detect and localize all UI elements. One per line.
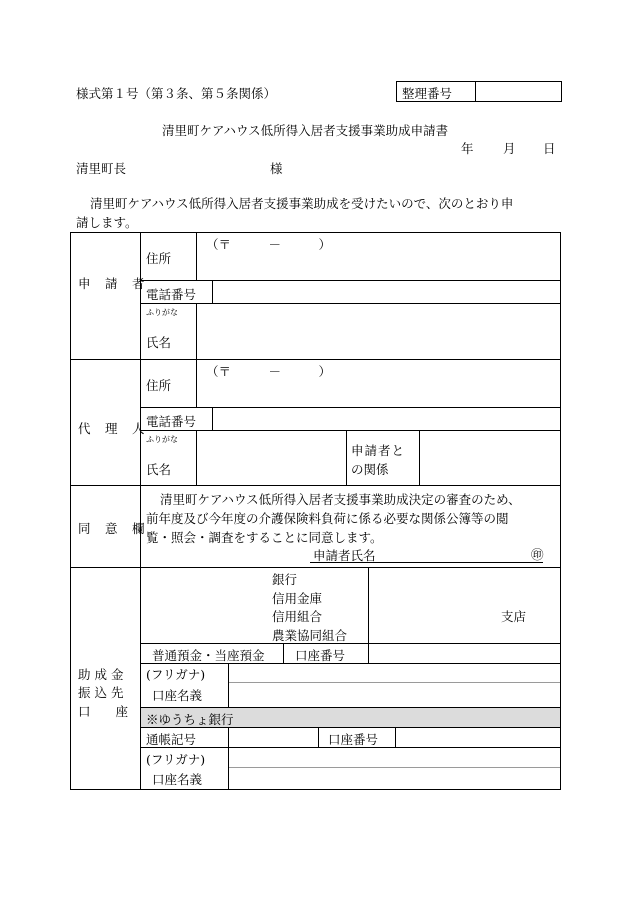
bank-section-label-3: 口 座 [78, 704, 129, 719]
holder-label: 口座名義 [152, 688, 203, 703]
holder-furigana-label: (フリガナ) [146, 667, 206, 682]
form-title: 清里町ケアハウス低所得入居者支援事業助成申請書 [162, 123, 449, 138]
institution-type-shinkin[interactable]: 信用金庫 [272, 591, 323, 606]
bank-section-label-1: 助 成 金 [78, 667, 124, 682]
account-type-option[interactable]: 普通預金・当座預金 [152, 648, 265, 663]
applicant-section-label: 申 請 者 [78, 276, 146, 291]
applicant-name-field[interactable] [200, 306, 555, 356]
account-number-label: 口座番号 [295, 648, 346, 663]
passbook-symbol-label: 通帳記号 [146, 732, 197, 747]
consent-line-2: 前年度及び今年度の介護保険料負荷に係る必要な関係公簿等の閲 [146, 511, 509, 526]
agent-phone-label: 電話番号 [146, 414, 197, 429]
form-number: 様式第１号（第３条、第５条関係） [76, 86, 277, 101]
holder-furigana-field[interactable] [232, 665, 556, 681]
branch-name-field[interactable] [374, 572, 494, 638]
applicant-postal: （〒 － ） [206, 237, 332, 252]
date-year: 年 [461, 141, 474, 156]
consent-signature-label: 申請者氏名 [313, 548, 376, 563]
consent-line-3: 覧・照会・調査をすることに同意します。 [146, 530, 383, 545]
intro-line-1: 清里町ケアハウス低所得入居者支援事業助成を受けたいので、次のとおり申 [90, 196, 514, 211]
seal-mark: ㊞ [531, 547, 544, 562]
agent-relation-label-2: の関係 [351, 462, 389, 477]
institution-type-credit-union[interactable]: 信用組合 [272, 609, 323, 624]
applicant-address-field[interactable] [200, 252, 555, 276]
passbook-symbol-field[interactable] [232, 730, 314, 746]
institution-type-bank[interactable]: 銀行 [272, 572, 298, 587]
agent-furigana-label: ふりがな [146, 435, 178, 444]
ref-number-field[interactable] [478, 84, 558, 100]
agent-name-field[interactable] [200, 433, 342, 483]
institution-type-ja[interactable]: 農業協同組合 [272, 628, 348, 643]
agent-name-label: 氏名 [146, 462, 172, 477]
date-month: 月 [503, 141, 516, 156]
addressee-honorific: 様 [270, 161, 283, 176]
ref-number-label: 整理番号 [402, 86, 453, 101]
consent-section-label: 同 意 欄 [78, 521, 146, 536]
yucho-holder-field[interactable] [232, 769, 556, 788]
account-number-field[interactable] [372, 646, 556, 662]
agent-relation-label-1: 申請者と [351, 443, 406, 458]
agent-phone-field[interactable] [216, 410, 556, 428]
intro-line-2: 請します。 [76, 215, 138, 230]
yucho-account-number-field[interactable] [399, 730, 556, 746]
yucho-account-number-label: 口座番号 [328, 732, 379, 747]
agent-section-label: 代 理 人 [78, 421, 146, 436]
agent-relation-field[interactable] [423, 433, 557, 483]
bank-section-label-2: 振 込 先 [78, 685, 124, 700]
date-day: 日 [543, 141, 556, 156]
applicant-furigana-label: ふりがな [146, 308, 178, 317]
consent-line-1: 清里町ケアハウス低所得入居者支援事業助成決定の審査のため、 [160, 492, 521, 507]
applicant-phone-field[interactable] [216, 283, 556, 301]
consent-signature-field[interactable] [385, 545, 525, 561]
agent-postal: （〒 － ） [206, 364, 332, 379]
agent-address-field[interactable] [200, 379, 555, 403]
applicant-phone-label: 電話番号 [146, 287, 197, 302]
agent-address-label: 住所 [146, 378, 172, 393]
yucho-furigana-field[interactable] [232, 750, 556, 766]
addressee: 清里町長 [76, 161, 127, 176]
yucho-holder-label: 口座名義 [152, 772, 203, 787]
yucho-header: ※ゆうちょ銀行 [146, 712, 234, 727]
applicant-address-label: 住所 [146, 251, 172, 266]
yucho-furigana-label: (フリガナ) [146, 752, 206, 767]
holder-name-field[interactable] [232, 685, 556, 705]
branch-label: 支店 [501, 609, 527, 624]
applicant-name-label: 氏名 [146, 335, 172, 350]
bank-name-field[interactable] [146, 572, 266, 638]
